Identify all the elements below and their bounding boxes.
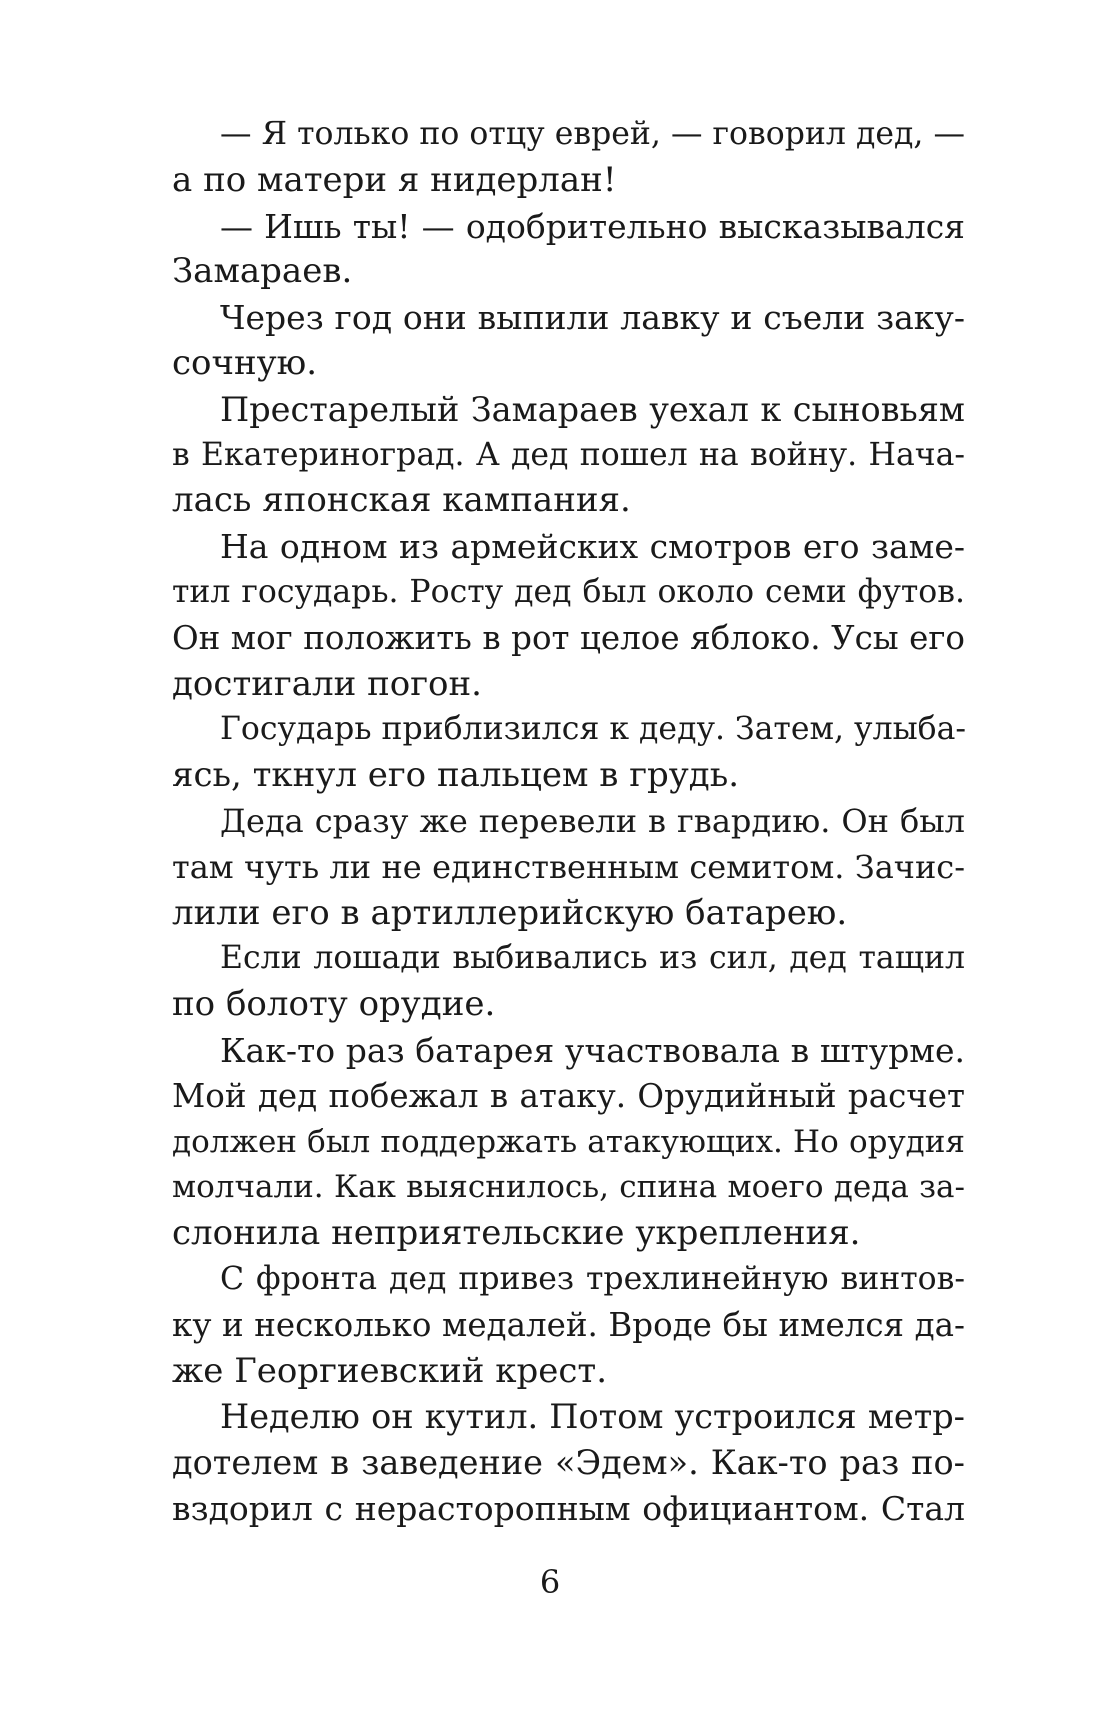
- text-line: по болоту орудие.: [172, 984, 496, 1025]
- text-line: ясь, ткнул его пальцем в грудь.: [172, 755, 740, 796]
- body-text: [172, 112, 965, 1532]
- text-line: Он мог положить в рот целое яблоко. Усы его: [172, 618, 965, 657]
- text-line: Деда сразу же перевели в гвардию. Он был: [220, 801, 965, 840]
- text-line: Как-то раз батарея участвовала в штурме.: [220, 1030, 965, 1070]
- text-line: Неделю он кутил. Потом устроился метр-: [220, 1397, 965, 1437]
- text-line: — Ишь ты! — одобрительно высказывался: [220, 206, 965, 246]
- text-line: а по матери я нидерлан!: [172, 159, 617, 200]
- text-line: Через год они выпили лавку и съели заку-: [220, 298, 965, 338]
- text-line: дотелем в заведение «Эдем». Как-то раз по-: [172, 1443, 965, 1483]
- text-line: Государь приблизился к деду. Затем, улыба-: [220, 711, 967, 748]
- paragraph: [172, 936, 965, 1028]
- text-line: сочную.: [172, 342, 318, 383]
- paragraph: [172, 799, 965, 936]
- text-line: Замараев.: [172, 251, 353, 292]
- paragraph: [172, 1257, 965, 1394]
- text-line: вздорил с нерасторопным официантом. Стал: [172, 1488, 965, 1528]
- text-line: достигали погон.: [172, 663, 482, 704]
- text-line: Мой дед побежал в атаку. Орудийный расчет: [172, 1076, 965, 1115]
- paragraph: [172, 1394, 965, 1531]
- page-number: 6: [539, 1563, 561, 1601]
- paragraph: [172, 1028, 965, 1257]
- text-line: С фронта дед привез трехлинейную винтов-: [220, 1260, 965, 1297]
- text-line: На одном из армейских смотров его заме-: [220, 527, 965, 567]
- paragraph: [172, 112, 965, 204]
- text-line: тил государь. Росту дед был около семи футов.: [172, 573, 965, 610]
- text-line: в Екатериноград. А дед пошел на войну. Нача-: [172, 436, 965, 473]
- paragraph: [172, 204, 965, 296]
- paragraph: [172, 387, 965, 524]
- text-line: слонила неприятельские укрепления.: [172, 1213, 861, 1254]
- text-line: Престарелый Замараев уехал к сыновьям: [220, 389, 965, 429]
- text-line: — Я только по отцу еврей, — говорил дед, —: [220, 116, 965, 152]
- paragraph: [172, 295, 965, 387]
- text-line: ку и несколько медалей. Вроде бы имелся да-: [172, 1305, 965, 1344]
- text-line: лась японская кампания.: [172, 480, 631, 521]
- paragraph: [172, 524, 965, 707]
- text-line: Если лошади выбивались из сил, дед тащил: [220, 940, 965, 977]
- text-line: молчали. Как выяснилось, спина моего деда за-: [172, 1169, 965, 1206]
- paragraph: [172, 707, 965, 799]
- text-line: должен был поддержать атакующих. Но орудия: [172, 1123, 965, 1160]
- text-line: там чуть ли не единственным семитом. Зачис-: [172, 847, 965, 886]
- text-line: же Георгиевский крест.: [172, 1350, 608, 1391]
- text-line: лили его в артиллерийскую батарею.: [172, 892, 848, 933]
